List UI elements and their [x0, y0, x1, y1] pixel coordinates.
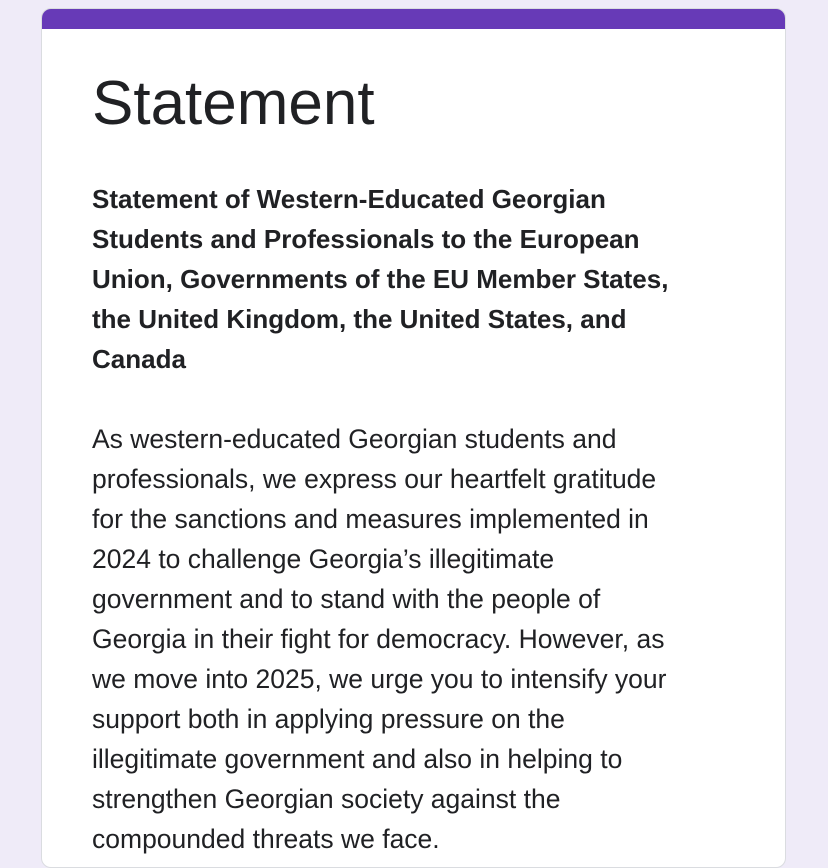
form-accent-bar	[42, 9, 785, 29]
statement-heading: Statement of Western-Educated Georgian Students and Professionals to the European Union, Governments of the EU Member States, the United Kingdom, the United States, and Canada	[92, 184, 669, 374]
form-title: Statement	[92, 69, 375, 138]
statement-body: As western-educated Georgian students and professionals, we express our heartfelt gratitude for the sanctions and measures implemented in 2024 to challenge Georgia’s illegitimate government and to stand with the people of Georgia in their fight for democracy. However, as we move into 2025, we urge you to intensify your support both in applying pressure on the illegitimate government and also in helping to strengthen Georgian society against the compounded threats we face.	[92, 424, 667, 854]
form-header-card	[41, 8, 786, 868]
form-header-content	[92, 29, 742, 859]
